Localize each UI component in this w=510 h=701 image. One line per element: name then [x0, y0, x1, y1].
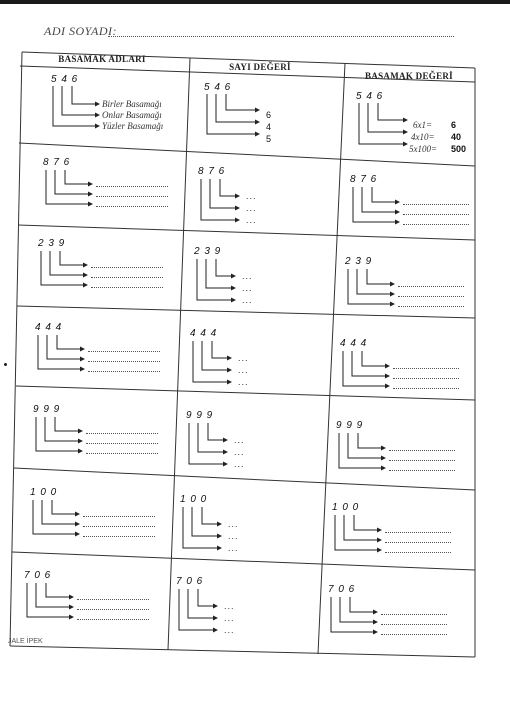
- place-name-blank[interactable]: [88, 351, 160, 352]
- digit-value-blank[interactable]: ...: [238, 365, 249, 375]
- digit-value-blank[interactable]: ...: [242, 271, 253, 281]
- header-place-names: BASAMAK ADLARI: [58, 54, 146, 64]
- exercise-number: 7 0 6: [24, 570, 52, 581]
- place-name-blank[interactable]: [96, 186, 168, 187]
- exercise-number: 7 0 6: [176, 576, 204, 587]
- place-name-hundreds: Yüzler Basamağı: [102, 121, 164, 131]
- digit-value-blank[interactable]: ...: [224, 613, 235, 623]
- place-name-blank[interactable]: [91, 287, 163, 288]
- digit-value-blank[interactable]: ...: [234, 435, 245, 445]
- place-value-result-tens: 40: [451, 132, 462, 142]
- exercise-number: 9 9 9: [33, 404, 61, 415]
- digit-value-blank[interactable]: ...: [242, 295, 253, 305]
- header-digit-value: SAYI DEĞERİ: [229, 62, 291, 72]
- place-name-blank[interactable]: [86, 453, 158, 454]
- place-value-blank[interactable]: [389, 450, 455, 451]
- exercise-number: 4 4 4: [340, 338, 368, 349]
- place-value-blank[interactable]: [381, 624, 447, 625]
- digit-value-ones: 6: [266, 110, 272, 120]
- place-value-blank[interactable]: [398, 296, 464, 297]
- place-name-tens: Onlar Basamağı: [102, 110, 162, 120]
- example-number-col3: 5 4 6: [356, 91, 384, 102]
- digit-value-hundreds: 5: [266, 134, 272, 144]
- exercise-number: 9 9 9: [336, 420, 364, 431]
- digit-value-blank[interactable]: ...: [234, 459, 245, 469]
- place-value-expr-hundreds: 5x100=: [409, 144, 438, 154]
- place-value-result-ones: 6: [451, 120, 457, 130]
- place-name-blank[interactable]: [96, 206, 168, 207]
- exercise-number: 8 7 6: [198, 166, 226, 177]
- digit-value-blank[interactable]: ...: [238, 353, 249, 363]
- place-name-blank[interactable]: [91, 277, 163, 278]
- place-value-blank[interactable]: [381, 614, 447, 615]
- digit-value-blank[interactable]: ...: [224, 625, 235, 635]
- place-value-blank[interactable]: [381, 634, 447, 635]
- place-name-blank[interactable]: [88, 371, 160, 372]
- place-value-blank[interactable]: [403, 204, 469, 205]
- place-value-blank[interactable]: [393, 378, 459, 379]
- place-value-blank[interactable]: [398, 306, 464, 307]
- digit-value-blank[interactable]: ...: [234, 447, 245, 457]
- place-value-blank[interactable]: [403, 224, 469, 225]
- header-place-value: BASAMAK DEĞERİ: [365, 71, 453, 81]
- place-value-result-hundreds: 500: [451, 144, 467, 154]
- digit-value-blank[interactable]: ...: [246, 215, 257, 225]
- place-name-blank[interactable]: [96, 196, 168, 197]
- exercise-number: 4 4 4: [35, 322, 63, 333]
- place-name-blank[interactable]: [77, 609, 149, 610]
- example-number-col2: 5 4 6: [204, 82, 232, 93]
- place-value-blank[interactable]: [393, 368, 459, 369]
- digit-value-tens: 4: [266, 122, 272, 132]
- exercise-number: 2 3 9: [38, 238, 66, 249]
- place-name-blank[interactable]: [91, 267, 163, 268]
- place-name-blank[interactable]: [83, 536, 155, 537]
- place-value-blank[interactable]: [385, 552, 451, 553]
- exercise-number: 1 0 0: [30, 487, 58, 498]
- exercise-number: 8 7 6: [350, 174, 378, 185]
- place-name-blank[interactable]: [86, 443, 158, 444]
- digit-value-blank[interactable]: ...: [228, 543, 239, 553]
- author-signature: JALE İPEK: [8, 638, 43, 645]
- scan-mark: [4, 363, 7, 366]
- place-value-blank[interactable]: [389, 470, 455, 471]
- exercise-number: 4 4 4: [190, 328, 218, 339]
- exercise-number: 1 0 0: [332, 502, 360, 513]
- exercise-number: 2 3 9: [345, 256, 373, 267]
- exercise-number: 2 3 9: [194, 246, 222, 257]
- digit-value-blank[interactable]: ...: [242, 283, 253, 293]
- exercise-number: 1 0 0: [180, 494, 208, 505]
- digit-value-blank[interactable]: ...: [238, 377, 249, 387]
- place-name-blank[interactable]: [77, 619, 149, 620]
- example-number-col1: 5 4 6: [51, 74, 79, 85]
- digit-value-blank[interactable]: ...: [246, 203, 257, 213]
- digit-value-blank[interactable]: ...: [228, 531, 239, 541]
- place-name-blank[interactable]: [83, 516, 155, 517]
- place-name-blank[interactable]: [88, 361, 160, 362]
- place-name-blank[interactable]: [83, 526, 155, 527]
- place-value-blank[interactable]: [385, 532, 451, 533]
- place-value-expr-tens: 4x10=: [411, 132, 435, 142]
- digit-value-blank[interactable]: ...: [228, 519, 239, 529]
- digit-value-blank[interactable]: ...: [224, 601, 235, 611]
- place-value-expr-ones: 6x1=: [413, 120, 433, 130]
- exercise-number: 9 9 9: [186, 410, 214, 421]
- exercise-number: 8 7 6: [43, 157, 71, 168]
- place-value-blank[interactable]: [403, 214, 469, 215]
- place-value-blank[interactable]: [389, 460, 455, 461]
- place-name-ones: Birler Basamağı: [102, 99, 162, 109]
- digit-value-blank[interactable]: ...: [246, 191, 257, 201]
- place-name-blank[interactable]: [77, 599, 149, 600]
- place-name-blank[interactable]: [86, 433, 158, 434]
- name-label: ADI SOYADI:: [44, 24, 117, 38]
- place-value-blank[interactable]: [393, 388, 459, 389]
- exercise-number: 7 0 6: [328, 584, 356, 595]
- place-value-blank[interactable]: [385, 542, 451, 543]
- place-value-blank[interactable]: [398, 286, 464, 287]
